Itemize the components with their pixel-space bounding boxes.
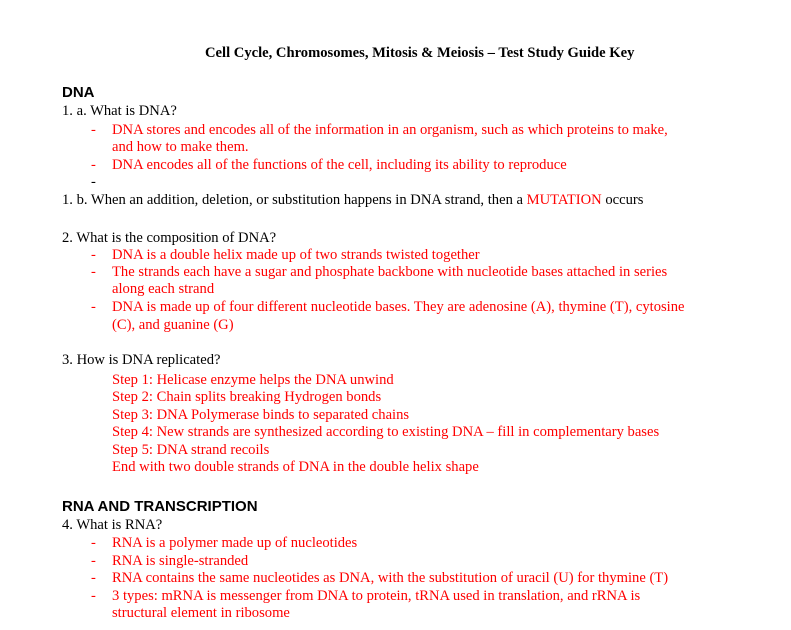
bullet-dash: - — [91, 157, 96, 173]
answer-1a-2: DNA encodes all of the functions of the cell, including its ability to reproduce — [112, 157, 567, 173]
bullet-dash: - — [91, 535, 96, 551]
question-1b — [62, 192, 643, 209]
answer-4-4: 3 types: mRNA is messenger from DNA to protein, tRNA used in translation, and rRNA is — [112, 588, 641, 604]
question-1a: 1. a. What is DNA? — [62, 103, 177, 119]
answer-4-2: RNA is single-stranded — [112, 553, 249, 569]
bullet-dash-empty: - — [91, 174, 96, 190]
answer-2-3-cont: (C), and guanine (G) — [112, 317, 234, 333]
answer-4-4-cont: structural element in ribosome — [112, 605, 290, 621]
answer-1b: MUTATION — [526, 192, 602, 208]
bullet-dash: - — [91, 122, 96, 138]
answer-1a-1: DNA stores and encodes all of the information in an organism, such as which proteins to make, — [112, 122, 668, 138]
answer-2-3: DNA is made up of four different nucleotide bases. They are adenosine (A), thymine (T), cytosine — [112, 299, 685, 315]
answer-1a-1-cont: and how to make them. — [112, 139, 249, 155]
step-1: Step 1: Helicase enzyme helps the DNA unwind — [112, 372, 394, 388]
step-5: Step 5: DNA strand recoils — [112, 442, 270, 458]
question-1b-prefix: 1. b. When an addition, deletion, or substitution happens in DNA strand, then a — [62, 192, 527, 208]
answer-4-1: RNA is a polymer made up of nucleotides — [112, 535, 358, 551]
question-3: 3. How is DNA replicated? — [62, 352, 221, 368]
answer-2-2-cont: along each strand — [112, 281, 215, 297]
answer-4-3: RNA contains the same nucleotides as DNA, with the substitution of uracil (U) for thymine (T) — [112, 570, 669, 586]
step-end: End with two double strands of DNA in the double helix shape — [112, 459, 479, 475]
question-1b-suffix: occurs — [601, 192, 644, 208]
section-heading-rna: RNA AND TRANSCRIPTION — [62, 498, 258, 515]
question-2: 2. What is the composition of DNA? — [62, 230, 277, 246]
step-4: Step 4: New strands are synthesized according to existing DNA – fill in complementary bases — [112, 424, 660, 440]
question-4: 4. What is RNA? — [62, 517, 163, 533]
answer-2-1: DNA is a double helix made up of two strands twisted together — [112, 247, 480, 263]
bullet-dash: - — [91, 553, 96, 569]
step-3: Step 3: DNA Polymerase binds to separated chains — [112, 407, 410, 423]
bullet-dash: - — [91, 264, 96, 280]
step-2: Step 2: Chain splits breaking Hydrogen bonds — [112, 389, 382, 405]
bullet-dash: - — [91, 588, 96, 604]
section-heading-dna: DNA — [62, 84, 95, 101]
bullet-dash: - — [91, 299, 96, 315]
bullet-dash: - — [91, 247, 96, 263]
document-title: Cell Cycle, Chromosomes, Mitosis & Meiosis – Test Study Guide Key — [205, 45, 635, 61]
answer-2-2: The strands each have a sugar and phosphate backbone with nucleotide bases attached in series — [112, 264, 668, 280]
bullet-dash: - — [91, 570, 96, 586]
